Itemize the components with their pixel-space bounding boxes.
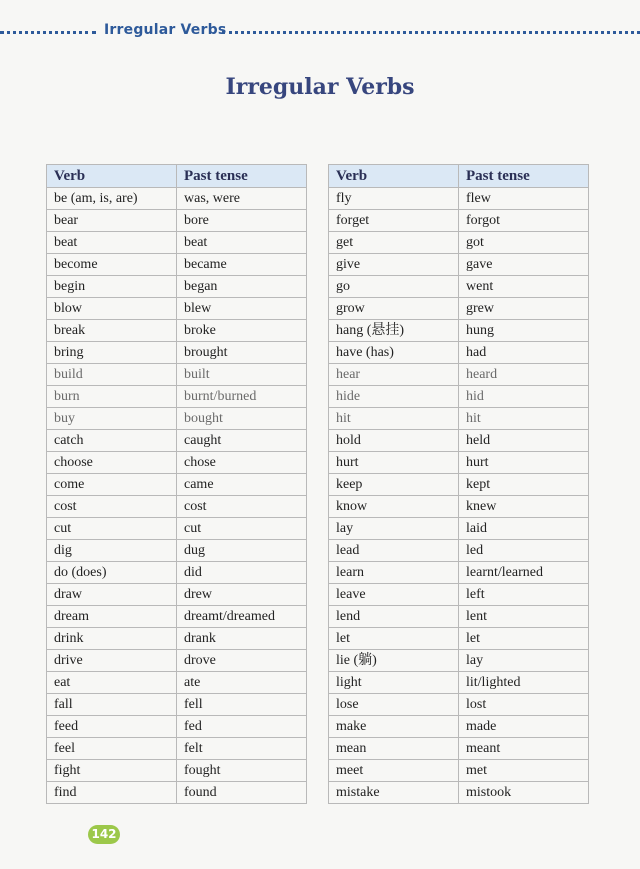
verb-cell: keep	[329, 474, 459, 496]
verb-cell: dream	[47, 606, 177, 628]
page-number-badge: 142	[88, 825, 120, 844]
table-row	[329, 760, 589, 782]
table-row	[329, 188, 589, 210]
verb-cell: drink	[47, 628, 177, 650]
past-tense-cell: went	[459, 276, 589, 298]
past-tense-cell: flew	[459, 188, 589, 210]
table-row	[329, 210, 589, 232]
verb-cell: let	[329, 628, 459, 650]
verb-cell: hit	[329, 408, 459, 430]
verb-cell: become	[47, 254, 177, 276]
table-row	[47, 540, 307, 562]
table-row	[329, 694, 589, 716]
table-row	[329, 650, 589, 672]
table-row	[329, 386, 589, 408]
verb-cell: hurt	[329, 452, 459, 474]
verb-cell: lead	[329, 540, 459, 562]
past-tense-cell: bought	[177, 408, 307, 430]
past-tense-cell: blew	[177, 298, 307, 320]
table-row	[47, 408, 307, 430]
verb-cell: mean	[329, 738, 459, 760]
past-tense-cell: cut	[177, 518, 307, 540]
table-row	[47, 254, 307, 276]
verb-cell: feel	[47, 738, 177, 760]
verb-cell: fall	[47, 694, 177, 716]
past-tense-cell: did	[177, 562, 307, 584]
table-row	[329, 782, 589, 804]
past-tense-cell: knew	[459, 496, 589, 518]
past-tense-cell: began	[177, 276, 307, 298]
verb-table-right-body	[329, 188, 589, 804]
verb-table-left	[46, 164, 307, 804]
verb-cell: dig	[47, 540, 177, 562]
past-tense-cell: hurt	[459, 452, 589, 474]
verb-cell: meet	[329, 760, 459, 782]
past-tense-cell: hung	[459, 320, 589, 342]
table-row	[329, 716, 589, 738]
past-tense-cell: laid	[459, 518, 589, 540]
past-tense-cell: bore	[177, 210, 307, 232]
table-row	[47, 738, 307, 760]
past-tense-cell: got	[459, 232, 589, 254]
table-row	[329, 584, 589, 606]
verb-cell: build	[47, 364, 177, 386]
table-header-row	[329, 165, 589, 188]
past-tense-cell: lay	[459, 650, 589, 672]
table-row	[47, 320, 307, 342]
past-tense-cell: met	[459, 760, 589, 782]
past-tense-cell: ate	[177, 672, 307, 694]
table-row	[47, 276, 307, 298]
verb-cell: get	[329, 232, 459, 254]
past-tense-cell: drew	[177, 584, 307, 606]
table-row	[329, 298, 589, 320]
past-tense-cell: mistook	[459, 782, 589, 804]
table-row	[47, 518, 307, 540]
table-row	[47, 562, 307, 584]
past-tense-cell: made	[459, 716, 589, 738]
verb-cell: come	[47, 474, 177, 496]
verb-cell: leave	[329, 584, 459, 606]
past-tense-cell: fell	[177, 694, 307, 716]
past-tense-cell: dreamt/dreamed	[177, 606, 307, 628]
past-tense-cell: left	[459, 584, 589, 606]
running-header-label: Irregular Verbs	[104, 22, 227, 38]
table-row	[47, 584, 307, 606]
table-row	[47, 342, 307, 364]
table-row	[329, 628, 589, 650]
page-title: Irregular Verbs	[225, 74, 415, 100]
past-tense-cell: was, were	[177, 188, 307, 210]
verb-cell: break	[47, 320, 177, 342]
past-tense-cell: felt	[177, 738, 307, 760]
verb-cell: hear	[329, 364, 459, 386]
verb-cell: bring	[47, 342, 177, 364]
verb-cell: learn	[329, 562, 459, 584]
table-row	[329, 474, 589, 496]
table-row	[329, 606, 589, 628]
table-row	[47, 760, 307, 782]
verb-cell: lend	[329, 606, 459, 628]
verb-cell: beat	[47, 232, 177, 254]
table-row	[47, 430, 307, 452]
table-row	[47, 716, 307, 738]
table-row	[47, 386, 307, 408]
past-tense-cell: meant	[459, 738, 589, 760]
verb-cell: begin	[47, 276, 177, 298]
verb-table-left-body	[47, 188, 307, 804]
column-header-verb: Verb	[329, 165, 459, 188]
past-tense-cell: drank	[177, 628, 307, 650]
table-row	[329, 518, 589, 540]
verb-cell: hide	[329, 386, 459, 408]
verb-cell: cut	[47, 518, 177, 540]
past-tense-cell: had	[459, 342, 589, 364]
verb-cell: light	[329, 672, 459, 694]
table-row	[329, 496, 589, 518]
table-row	[47, 364, 307, 386]
table-row	[47, 474, 307, 496]
table-row	[329, 540, 589, 562]
column-header-verb: Verb	[47, 165, 177, 188]
table-row	[47, 672, 307, 694]
past-tense-cell: hit	[459, 408, 589, 430]
verb-cell: cost	[47, 496, 177, 518]
column-header-past-tense: Past tense	[459, 165, 589, 188]
past-tense-cell: forgot	[459, 210, 589, 232]
table-row	[329, 738, 589, 760]
verb-cell: catch	[47, 430, 177, 452]
past-tense-cell: built	[177, 364, 307, 386]
verb-cell: lay	[329, 518, 459, 540]
verb-cell: mistake	[329, 782, 459, 804]
past-tense-cell: grew	[459, 298, 589, 320]
past-tense-cell: lent	[459, 606, 589, 628]
table-row	[329, 430, 589, 452]
table-row	[329, 562, 589, 584]
table-row	[47, 496, 307, 518]
header-dotted-rule-left	[0, 31, 96, 34]
table-row	[329, 232, 589, 254]
past-tense-cell: came	[177, 474, 307, 496]
table-row	[47, 298, 307, 320]
past-tense-cell: held	[459, 430, 589, 452]
past-tense-cell: lost	[459, 694, 589, 716]
table-row	[329, 276, 589, 298]
verb-cell: drive	[47, 650, 177, 672]
verb-cell: hold	[329, 430, 459, 452]
verb-cell: bear	[47, 210, 177, 232]
verb-cell: fly	[329, 188, 459, 210]
verb-table-right	[328, 164, 589, 804]
table-row	[47, 782, 307, 804]
past-tense-cell: brought	[177, 342, 307, 364]
past-tense-cell: kept	[459, 474, 589, 496]
past-tense-cell: fought	[177, 760, 307, 782]
past-tense-cell: cost	[177, 496, 307, 518]
verb-cell: give	[329, 254, 459, 276]
verb-cell: lie (躺)	[329, 650, 459, 672]
table-row	[329, 320, 589, 342]
header-dotted-rule-right	[222, 31, 640, 34]
table-row	[47, 650, 307, 672]
past-tense-cell: caught	[177, 430, 307, 452]
verb-cell: grow	[329, 298, 459, 320]
verb-cell: fight	[47, 760, 177, 782]
verb-cell: buy	[47, 408, 177, 430]
table-row	[329, 364, 589, 386]
past-tense-cell: fed	[177, 716, 307, 738]
column-header-past-tense: Past tense	[177, 165, 307, 188]
past-tense-cell: led	[459, 540, 589, 562]
table-row	[47, 452, 307, 474]
verb-cell: choose	[47, 452, 177, 474]
past-tense-cell: heard	[459, 364, 589, 386]
past-tense-cell: lit/lighted	[459, 672, 589, 694]
verb-cell: make	[329, 716, 459, 738]
past-tense-cell: dug	[177, 540, 307, 562]
table-row	[47, 210, 307, 232]
table-row	[47, 694, 307, 716]
past-tense-cell: beat	[177, 232, 307, 254]
table-header-row	[47, 165, 307, 188]
table-row	[47, 628, 307, 650]
verb-cell: have (has)	[329, 342, 459, 364]
past-tense-cell: found	[177, 782, 307, 804]
table-row	[47, 606, 307, 628]
running-header	[0, 22, 640, 42]
verb-cell: feed	[47, 716, 177, 738]
past-tense-cell: broke	[177, 320, 307, 342]
past-tense-cell: let	[459, 628, 589, 650]
verb-cell: draw	[47, 584, 177, 606]
past-tense-cell: became	[177, 254, 307, 276]
table-row	[329, 408, 589, 430]
past-tense-cell: burnt/burned	[177, 386, 307, 408]
table-row	[329, 342, 589, 364]
verb-cell: hang (悬挂)	[329, 320, 459, 342]
verb-cell: do (does)	[47, 562, 177, 584]
table-row	[47, 188, 307, 210]
past-tense-cell: learnt/learned	[459, 562, 589, 584]
verb-cell: lose	[329, 694, 459, 716]
past-tense-cell: gave	[459, 254, 589, 276]
table-row	[47, 232, 307, 254]
verb-cell: burn	[47, 386, 177, 408]
past-tense-cell: chose	[177, 452, 307, 474]
past-tense-cell: hid	[459, 386, 589, 408]
verb-cell: know	[329, 496, 459, 518]
verb-cell: be (am, is, are)	[47, 188, 177, 210]
verb-cell: blow	[47, 298, 177, 320]
table-row	[329, 254, 589, 276]
table-row	[329, 452, 589, 474]
past-tense-cell: drove	[177, 650, 307, 672]
verb-cell: find	[47, 782, 177, 804]
verb-cell: forget	[329, 210, 459, 232]
table-row	[329, 672, 589, 694]
verb-cell: eat	[47, 672, 177, 694]
verb-cell: go	[329, 276, 459, 298]
